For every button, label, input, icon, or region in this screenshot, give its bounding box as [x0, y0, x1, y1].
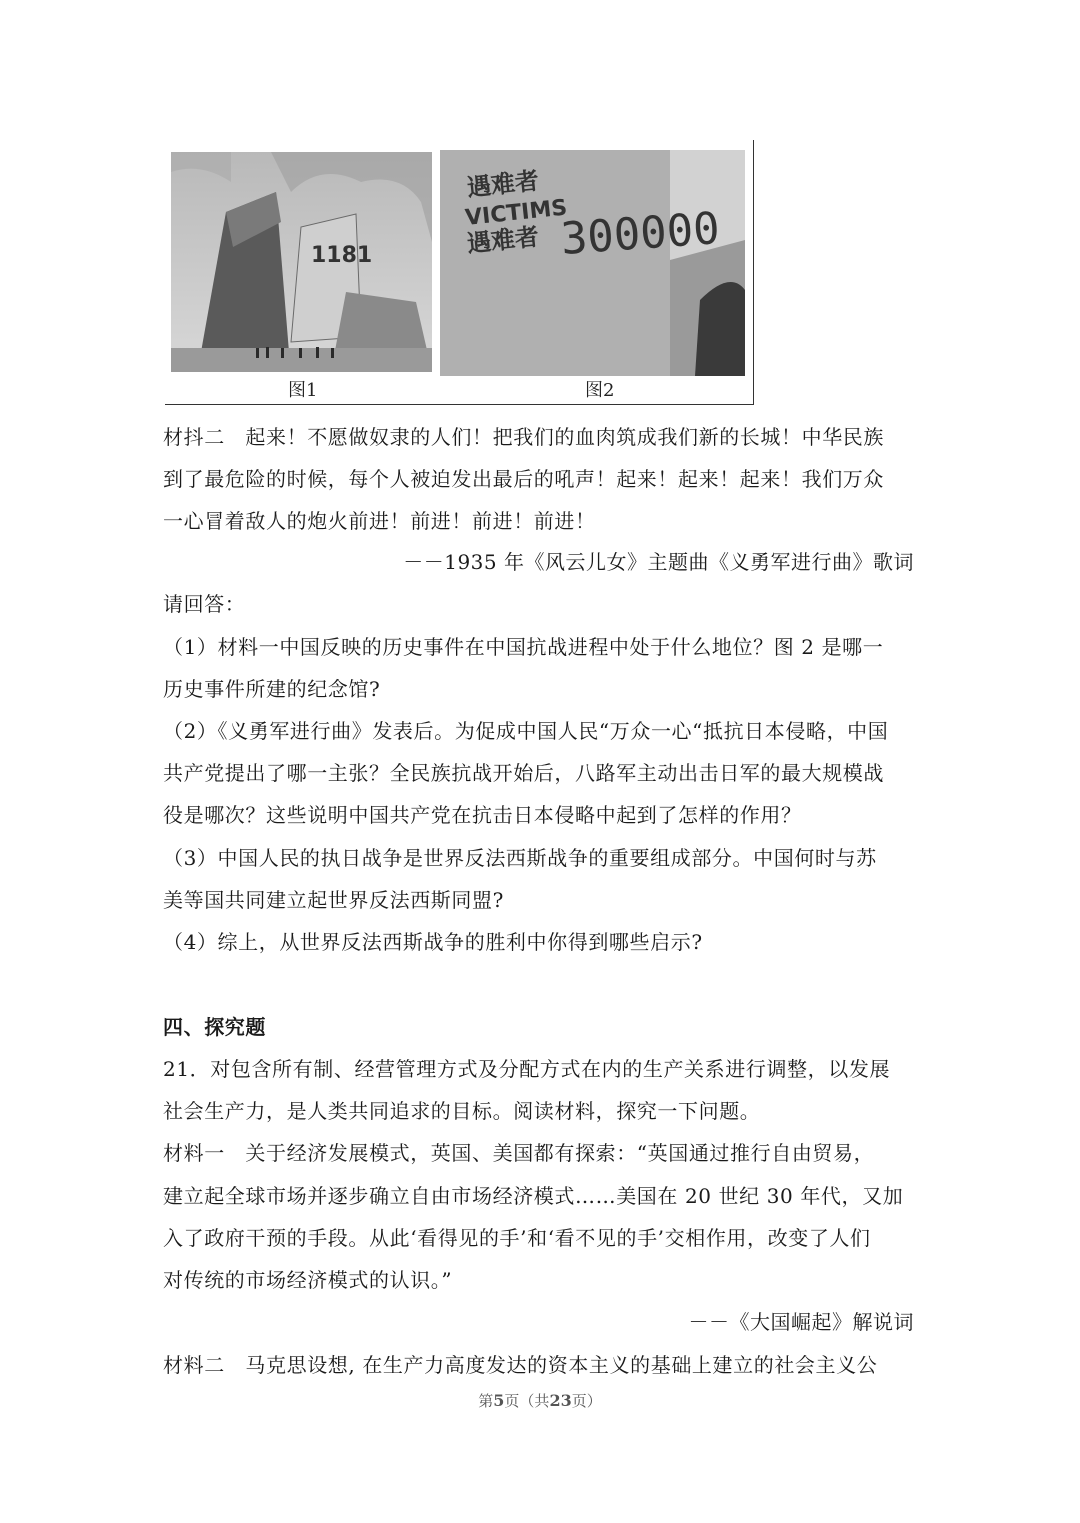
footer-suffix: 页） [571, 1392, 602, 1410]
material-2-source: －－1935 年《风云儿女》主题曲《义勇军进行曲》歌词 [403, 550, 914, 574]
section-title: 四、探究题 [163, 1015, 266, 1039]
q21-line: 对传统的市场经济模式的认识。” [163, 1268, 453, 1292]
question-line: 共产党提出了哪一主张？全民族抗战开始后，八路军主动出击日军的最大规模战 [163, 761, 884, 785]
victims-sign-cn-2: 遇难者 [465, 222, 541, 258]
memorial-photo-2-image [440, 150, 745, 376]
victims-sign-en: VICTIMS [464, 195, 569, 231]
question-line: （2）《义勇军进行曲》发表后。为促成中国人民“万众一心“抵抗日本侵略，中国 [163, 719, 889, 743]
q21-line: 21．对包含所有制、经营管理方式及分配方式在内的生产关系进行调整，以发展 [163, 1057, 891, 1081]
page-footer [0, 1390, 1080, 1411]
memorial-sign-text: 1181 [311, 243, 373, 268]
page-number: 5 [493, 1391, 505, 1410]
memorial-photo-1 [171, 152, 432, 372]
memorial-photo-1-image [171, 152, 432, 372]
question-line: （4）综上，从世界反法西斯战争的胜利中你得到哪些启示? [163, 930, 703, 954]
q21-line: 材料一 关于经济发展模式，英国、美国都有探索：“英国通过推行自由贸易， [163, 1141, 875, 1165]
total-pages: 23 [549, 1391, 572, 1410]
footer-mid: 页（共 [504, 1392, 550, 1410]
q21-line: 入了政府干预的手段。从此‘看得见的手’和‘看不见的手’交相作用，改变了人们 [163, 1226, 871, 1250]
memorial-photo-2 [440, 150, 745, 376]
q21-material-2-line: 材料二 马克思设想, 在生产力高度发达的资本主义的基础上建立的社会主义公 [163, 1353, 878, 1377]
q21-source: －－《大国崛起》解说词 [688, 1310, 914, 1334]
victims-sign-cn-1: 遇难者 [465, 166, 541, 202]
question-line: （3）中国人民的执日战争是世界反法西斯战争的重要组成部分。中国何时与苏 [163, 846, 877, 870]
victims-number: 300000 [559, 203, 722, 265]
answer-prompt: 请回答： [163, 592, 246, 616]
q21-line: 建立起全球市场并逐步确立自由市场经济模式……美国在 20 世纪 30 年代，又加 [163, 1184, 904, 1208]
question-line: （1）材料一中国反映的历史事件在中国抗战进程中处于什么地位？图 2 是哪一 [163, 635, 884, 659]
footer-prefix: 第 [478, 1392, 494, 1410]
material-2-line: 到了最危险的时候，每个人被迫发出最后的吼声！起来！起来！起来！我们万众 [163, 467, 884, 491]
figure-1-caption: 图1 [288, 380, 318, 401]
material-2-line: 材抖二 起来！不愿做奴隶的人们！把我们的血肉筑成我们新的长城！中华民族 [163, 425, 884, 449]
q21-line: 社会生产力，是人类共同追求的目标。阅读材料，探究一下问题。 [163, 1099, 761, 1123]
question-line: 历史事件所建的纪念馆? [163, 677, 381, 701]
question-line: 美等国共同建立起世界反法西斯同盟? [163, 888, 504, 912]
material-2-line: 一心冒着敌人的炮火前进！前进！前进！前进！ [163, 509, 596, 533]
figure-2-caption: 图2 [585, 380, 615, 401]
question-line: 役是哪次？这些说明中国共产党在抗击日本侵略中起到了怎样的作用？ [163, 803, 802, 827]
